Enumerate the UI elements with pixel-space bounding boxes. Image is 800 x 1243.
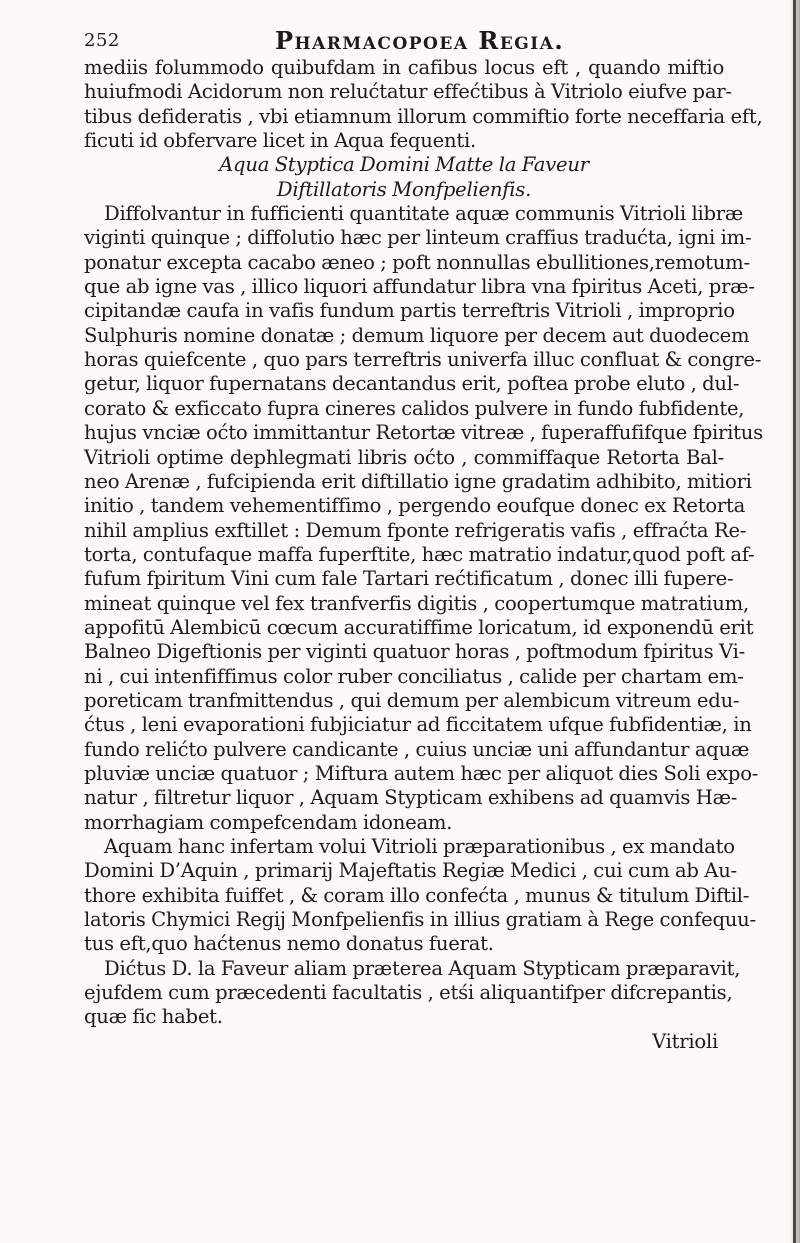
- text-line: initio , tandem vehementiffimo , pergendo eoufque donec ex Retorta: [84, 494, 746, 518]
- text-line: getur, liquor fupernatans decantandus erit, poftea probe eluto , dul-: [84, 372, 740, 396]
- text-line: latoris Chymici Regij Monfpelienfis in illius gratiam à Rege confequu-: [84, 908, 756, 932]
- catchword: Vitrioli: [652, 1029, 718, 1053]
- text-line: ejufdem cum præcedenti facultatis , etśi aliquantifper difcrepantis,: [84, 981, 733, 1005]
- page-edge-line: [793, 0, 796, 1243]
- text-line: Vitrioli optime dephlegmati libris oćto , commiffaque Retorta Bal-: [84, 445, 724, 469]
- text-line: fufum fpiritum Vini cum fale Tartari rećtificatum , donec illi fupere-: [84, 567, 734, 591]
- text-line: Balneo Digeftionis per viginti quatuor horas , poftmodum fpiritus Vi-: [84, 640, 745, 664]
- text-line: poreticam tranfmittendus , qui demum per alembicum vitreum edu-: [84, 688, 740, 712]
- text-line: tus eft,quo haćtenus nemo donatus fuerat.: [84, 932, 494, 956]
- text-line: quæ fic habet.: [84, 1005, 223, 1029]
- text-line: Dićtus D. la Faveur aliam præterea Aquam Stypticam præparavit,: [104, 956, 741, 980]
- text-line: fundo relićto pulvere candicante , cuius unciæ uni affundantur aquæ: [84, 737, 750, 761]
- text-line: Domini D’Aquin , primarij Majeftatis Regiæ Medici , cui cum ab Au-: [84, 859, 737, 883]
- text-line: natur , filtretur liquor , Aquam Stypticam exhibens ad quamvis Hæ-: [84, 786, 738, 810]
- text-line: pluviæ unciæ quatuor ; Miftura autem hæc per aliquot dies Soli expo-: [84, 761, 759, 785]
- text-line: neo Arenæ , fufcipienda erit diftillatio igne gradatim adhibito, mitiori: [84, 469, 752, 493]
- text-line: horas quiefcente , quo pars terreftris univerfa illuc confluat & congre-: [84, 348, 762, 372]
- text-line: tibus defideratis , vbi etiamnum illorum commiftio forte neceffaria eft,: [84, 104, 763, 128]
- text-line: Sulphuris nomine donatæ ; demum liquore per decem aut duodecem: [84, 323, 750, 347]
- page-header: [80, 26, 720, 56]
- text-line: ponatur excepta cacabo æneo ; poft nonnullas ebullitiones,remotum-: [84, 250, 750, 274]
- running-title: Pharmacopoea Regia.: [275, 26, 565, 55]
- body-text: [84, 56, 763, 1054]
- text-line: appofitū Alembicū cœcum accuratiffime loricatum, id exponendū erit: [84, 615, 754, 639]
- text-line: torta, contufaque maffa fuperftite, hæc matratio indatur,quod poft af-: [84, 542, 755, 566]
- text-line: hujus vnciæ oćto immittantur Retortæ vitreæ , fuperaffufifque fpiritus: [84, 421, 763, 445]
- text-line: morrhagiam compefcendam idoneam.: [84, 810, 453, 834]
- section-heading-line: Diftillatoris Monfpelienfis.: [276, 177, 532, 201]
- text-line: ni , cui intenfiffimus color ruber conciliatus , calide per chartam em-: [84, 664, 744, 688]
- text-line: nihil amplius exftillet : Demum fponte refrigeratis vafis , effraćta Re-: [84, 518, 747, 542]
- text-line: huiufmodi Acidorum non relućtatur effećtibus à Vitriolo eiufve par-: [84, 80, 732, 104]
- text-line: viginti quinque ; diffolutio hæc per linteum craffius tradućta, igni im-: [84, 226, 752, 250]
- text-line: Aquam hanc infertam volui Vitrioli præparationibus , ex mandato: [104, 835, 735, 858]
- text-line: Diffolvantur in fufficienti quantitate aquæ communis Vitrioli libræ: [104, 202, 744, 226]
- text-line: corato & exficcato fupra cineres calidos pulvere in fundo fubfidente,: [84, 396, 745, 420]
- text-line: ćtus , leni evaporationi fubjiciatur ad ficcitatem ufque fubfidentiæ, in: [84, 713, 752, 737]
- section-heading-line: Aqua Styptica Domini Matte la Faveur: [219, 153, 589, 177]
- text-line: que ab igne vas , illico liquori affundatur libra vna fpiritus Aceti, præ-: [84, 275, 755, 299]
- text-line: ficuti id obfervare licet in Aqua fequenti.: [84, 129, 476, 153]
- text-line: mineat quinque vel fex tranfverfis digitis , coopertumque matratium,: [84, 591, 749, 615]
- text-line: mediis folummodo quibufdam in cafibus locus eft , quando miftio: [84, 56, 724, 79]
- page-number: 252: [84, 30, 120, 51]
- text-line: thore exhibita fuiffet , & coram illo confećta , munus & titulum Diftil-: [84, 883, 750, 907]
- text-line: cipitandæ caufa in vafis fundum partis terreftris Vitrioli , improprio: [84, 299, 735, 323]
